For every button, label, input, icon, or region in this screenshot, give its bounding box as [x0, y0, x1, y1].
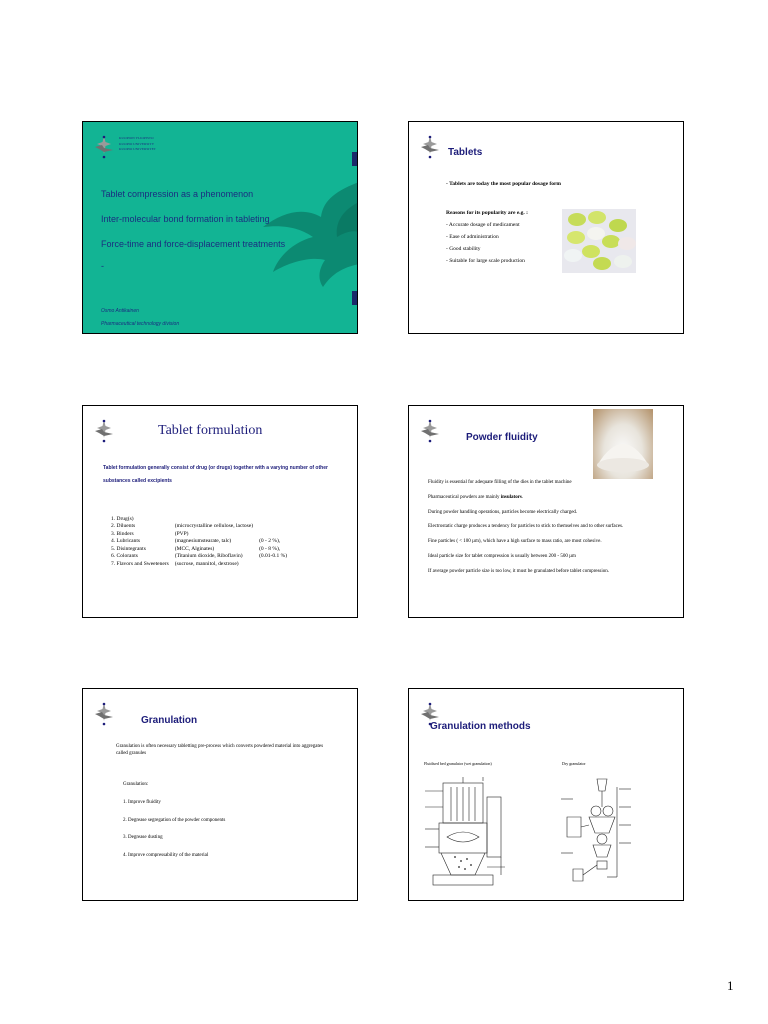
table-cell [259, 516, 293, 523]
paragraph: Fluidity is essential for adequate filling of the dies in the tablet machine [428, 480, 572, 485]
university-logo-icon [93, 701, 115, 727]
slide-heading: Tablet formulation [158, 423, 263, 438]
accent-bar [352, 291, 357, 305]
intro-text: Granulation is often necessary tabletting pre-process which converts powdered material into aggregates called granules [116, 744, 324, 756]
division-name: Pharmaceutical technology division [101, 321, 180, 327]
slide-heading: Tablets [448, 147, 483, 158]
list-item: - Ease of administration [446, 234, 499, 241]
list-item: - Good stability [446, 246, 481, 253]
flame-icon [263, 182, 358, 287]
table-row [111, 546, 293, 553]
figure-caption: Fluidised bed granulator (wet granulation) [424, 761, 492, 766]
table-row [111, 553, 293, 560]
slide-granulation [82, 688, 358, 901]
list-item: 4. Improve compressability of the material [123, 853, 209, 858]
slide-tablets [408, 121, 684, 334]
intro-text: substances called excipients [103, 478, 172, 484]
list-item: 2. Degrease segregation of the powder components [123, 817, 226, 823]
paragraph: During powder handling operations, particles become electrically charged. [428, 509, 578, 515]
title-line: Inter-molecular bond formation in tableting [101, 214, 270, 224]
figure-caption: Dry granulator [562, 761, 586, 766]
university-logo-icon [419, 418, 441, 444]
table-cell: (microcrystalline cellulose, lactose) [174, 523, 254, 530]
fluidised-bed-granulator-diagram [421, 777, 513, 889]
paragraph: Electrostatic charge produces a tendency for particles to stick to themselves and to other surfaces. [428, 524, 624, 530]
table-cell: (magnesiumstearate, talc) [174, 538, 232, 545]
university-logo-icon [419, 134, 441, 160]
title-line: - [101, 261, 104, 271]
list-item: - Accurate dosage of medicament [446, 222, 520, 228]
university-names [119, 136, 156, 153]
slide-heading: Granulation [141, 715, 198, 726]
paragraph: Pharmaceutical powders are mainly insulators. [428, 494, 524, 500]
table-cell: 1. Drug(s) [111, 516, 134, 522]
granulation-list [123, 782, 225, 860]
author-name: Osmo Antikainen [101, 308, 139, 314]
dry-granulator-diagram [559, 777, 641, 889]
slide-title [82, 121, 358, 334]
paragraph: If average powder particle size is too low, it must be granulated before tablet compression. [428, 568, 610, 574]
table-cell: (sucrose, mannitol, dextrose) [174, 560, 239, 567]
university-line: KUOPION YLIOPISTO [119, 136, 154, 140]
title-line: Force-time and force-displacement treatments [101, 239, 286, 249]
table-row [111, 523, 293, 530]
table-cell [259, 523, 293, 530]
page-number: 1 [727, 978, 734, 993]
university-logo-icon [93, 134, 115, 160]
table-cell: (0 - 2 %), [259, 538, 281, 545]
table-cell: 2. Diluents [111, 523, 136, 530]
title-line: Tablet compression as a phenomenon [101, 189, 254, 199]
table-cell: 5. Disintegrants [111, 545, 146, 552]
slide-heading: Granulation methods [430, 721, 531, 732]
slide-powder-fluidity [408, 405, 684, 618]
intro-text: Tablet formulation generally consist of drug (or drugs) together with a varying number of other [103, 465, 328, 471]
list-heading: Granulation: [123, 782, 149, 787]
university-line: KUOPIO UNIVERSITY [119, 141, 155, 146]
table-cell [259, 561, 293, 568]
reasons-list [446, 222, 525, 266]
paragraph: Fine particles ( < 100 µm), which have a high surface to mass ratio, are most cohesive. [428, 539, 602, 544]
table-cell: (0 - 8 %), [259, 545, 281, 552]
excipients-table [111, 516, 293, 568]
table-cell: (PVP) [174, 530, 189, 537]
table-cell: (Titanium dioxide, Riboflavin) [174, 553, 243, 560]
tablets-photo [562, 209, 636, 273]
table-row [111, 561, 293, 568]
list-item: 1. Improve fluidity [123, 799, 161, 805]
accent-bar [352, 152, 357, 166]
university-line: KUOPIO UNIVERSITET [119, 147, 156, 152]
paragraph: Ideal particle size for tablet compression is usually between 200 - 500 µm [428, 553, 576, 559]
table-row [111, 538, 293, 545]
table-cell: 6. Colorants [111, 553, 138, 560]
table-cell: (0.01-0.1 %) [259, 553, 288, 560]
powder-photo [593, 409, 653, 479]
table-cell: 4. Lubricants [111, 538, 141, 545]
university-logo-icon [93, 418, 115, 444]
list-item: - Suitable for large scale production [446, 258, 525, 265]
slide-tablet-formulation [82, 405, 358, 618]
list-item: 3. Degrease dusting [123, 835, 163, 841]
table-cell: (MCC, Alginates) [174, 545, 215, 552]
table-cell: 3. Binders [111, 530, 134, 537]
slide-granulation-methods [408, 688, 684, 901]
table-cell: 7. Flavors and Sweeteners [111, 560, 169, 567]
intro-text: - Tablets are today the most popular dosage form [446, 181, 561, 187]
slide-heading: Powder fluidity [466, 432, 538, 443]
fluidity-text [428, 480, 668, 575]
reasons-heading: Reasons for its popularity are e.g. : [446, 210, 528, 216]
